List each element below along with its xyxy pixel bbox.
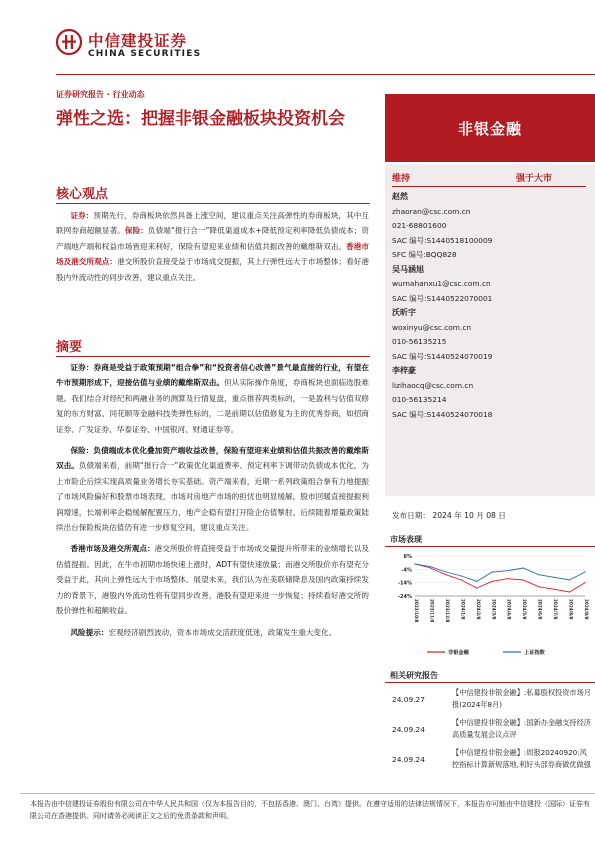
- footer-disclaimer: 本报告由中信建投证券股份有限公司在中华人民共和国（仅为本报告目的，不包括香港、澳门、台湾）提供。在遵守适用的法律法规情况下，本报告亦可能由中信建投（国际）证券有限公司在香港提供。同时请务必阅读正文之后的免责条款和声明。: [30, 800, 590, 820]
- market-perf-divider: [385, 546, 595, 547]
- core-seg-2: 保险：: [124, 226, 148, 236]
- core-seg-1: 预期先行，券商板块依然具备上涨空间，建议重点关注高弹性的券商板块，其中互联网券商超额显著。: [56, 211, 370, 236]
- x-tick-label: 2024/6/8: [537, 599, 543, 620]
- analyst-email[interactable]: wumahanxu1@csc.com.cn: [392, 279, 491, 288]
- data-point: [523, 567, 524, 568]
- related-report-date: 24.09.27: [392, 695, 425, 704]
- analyst-contact: 021-68801600: [392, 221, 447, 230]
- summary-p0-seg-1: 但从实际操作角度，券商板块也面临选股难题。我们结合对经纪和两融业务的测算及行情复盘，重点推荐两类标的，一是盈利与估值双修复的东方财富、同花顺等金融科技类弹性标的，二是前期以估值修复为主的优秀券商，如招商证券、广发证券、华泰证券、中国银河、财通证券等。: [56, 378, 370, 434]
- summary-p3-seg-1: 宏观经济剧烈波动，资本市场成交活跃度低迷，政策发生重大变化。: [108, 627, 337, 637]
- x-tick-label: 2024/8/8: [568, 599, 574, 620]
- rating-value: 强于大市: [516, 174, 553, 184]
- summary-p1-seg-1: 负债端来看，前期“报行合一”政策优化渠道费率、预定利率下调带动负债成本优化，为上市险企后续实现高质量业务增长夯实基础。资产端来看，近期一系列政策组合拳有力地提振了市场风险偏好和股票市场表现，市场对房地产市场的担忧也明显缓解，股市回暖直接提振利润增速，长端利率企稳缓解配置压力，地产企稳有望打开险企估值掣肘。后续随着增量政策陆续出台保险板块估值仍有进一步修复空间，建议重点关注。: [56, 461, 369, 533]
- market-perf-title: 市场表现: [390, 535, 422, 544]
- related-reports-title: 相关研究报告: [390, 671, 438, 680]
- summary-heading: 摘要: [56, 340, 83, 355]
- core-seg-0: 证券：: [70, 211, 94, 220]
- x-tick-label: 2024/3/8: [491, 599, 497, 620]
- data-point: [476, 581, 477, 582]
- analyst-email[interactable]: woxinyu@csc.com.cn: [392, 322, 472, 332]
- analyst-email[interactable]: zhaoran@csc.com.cn: [392, 206, 471, 216]
- data-point: [538, 586, 539, 587]
- sector-banner: 非银金融: [385, 94, 595, 162]
- x-tick-label: 2024/2/8: [475, 599, 481, 620]
- x-tick-label: 2024/1/8: [460, 599, 466, 620]
- summary-body: [56, 360, 369, 646]
- data-point: [430, 566, 431, 567]
- brand-name-cn: 中信建投证券: [88, 32, 188, 50]
- x-tick-label: 2023/11/8: [429, 599, 435, 623]
- y-tick-label: 6%: [403, 554, 412, 560]
- core-seg-4: 香港市场及港交所观点：: [56, 241, 370, 267]
- analyst-contact: SAC 编号:S1440524070019: [392, 351, 493, 361]
- core-view-heading: 核心观点: [56, 187, 109, 202]
- analyst-contact: SFC 编号:BQQ828: [392, 250, 457, 259]
- x-tick-label: 2024/5/8: [522, 599, 528, 620]
- x-tick-label: 2024/7/8: [553, 599, 559, 620]
- related-report-link[interactable]: 【中信建投非银金融】:周报20240920:风控指标计算新规落地,利好头部券商做优做强: [452, 748, 591, 769]
- data-point: [445, 571, 446, 572]
- analyst-contact: SAC 编号:S1440518100009: [392, 235, 493, 245]
- rating-action: 维持: [392, 174, 411, 184]
- footer-divider: [20, 793, 595, 794]
- data-point: [414, 563, 415, 564]
- data-point: [445, 574, 446, 575]
- data-point: [430, 567, 431, 568]
- x-tick-label: 2024/9/8: [584, 599, 589, 620]
- analyst-name: 赵然: [392, 192, 408, 201]
- data-point: [492, 571, 493, 572]
- data-point: [523, 579, 524, 580]
- brand-name-en: CHINA SECURITIES: [88, 49, 202, 59]
- x-tick-label: 2024/4/8: [506, 599, 512, 620]
- data-point: [476, 587, 477, 588]
- data-point: [553, 577, 554, 578]
- x-tick-label: 2023/10/8: [414, 599, 419, 623]
- analyst-email[interactable]: lizihaocq@csc.com.cn: [392, 380, 474, 390]
- analyst-contact: 010-56135215: [392, 337, 447, 346]
- summary-p2-seg-0: 香港市场及港交所观点：: [70, 544, 155, 554]
- data-point: [584, 582, 585, 583]
- core-seg-3: 负债端“报行合一”降低渠道成本+降低预定利率降低负债成本；资产端地产端和权益市场皆迎来利好，保险有望迎来业绩和估值共振改善的戴维斯双击。: [56, 226, 370, 251]
- data-point: [461, 575, 462, 576]
- report-type: 证券研究报告 · 行业动态: [56, 90, 145, 99]
- analyst-contact: SAC 编号:S1440522070001: [392, 293, 493, 303]
- data-point: [507, 570, 508, 571]
- legend-label: 上证指数: [524, 650, 545, 656]
- y-tick-label: -14%: [397, 580, 412, 587]
- related-report-date: 24.09.24: [392, 725, 425, 734]
- summary-p0-seg-0: 证券：券商是受益于政策预期“组合拳”和“投资者信心改善”景气最直接的行业，有望在牛市预期形成下，迎接估值与业绩的戴维斯双击。: [56, 363, 369, 388]
- analyst-name: 沃昕宇: [392, 308, 416, 317]
- related-reports-divider: [385, 682, 595, 683]
- header-divider: [56, 74, 595, 75]
- company-logo-icon: [56, 29, 82, 55]
- data-point: [569, 579, 570, 580]
- analyst-name: 吴马涵旭: [392, 264, 424, 274]
- related-report-date: 24.09.24: [392, 755, 425, 764]
- x-tick-label: 2023/12/8: [444, 599, 450, 623]
- y-tick-label: -24%: [397, 594, 412, 600]
- core-view-text: [56, 208, 369, 285]
- analyst-contact: 010-56135214: [392, 395, 447, 404]
- summary-paragraph: [56, 360, 369, 437]
- related-report-link[interactable]: 【中信建投非银金融】:国新办金融支持经济高质量发展会议点评: [452, 718, 591, 739]
- report-title: 弹性之选：把握非银金融板块投资机会: [56, 109, 345, 129]
- summary-paragraph: [56, 541, 369, 618]
- data-point: [569, 591, 570, 592]
- analyst-name: 李梓豪: [392, 366, 416, 375]
- related-report-link[interactable]: 【中信建投非银金融】:私募股权投资市场月报(2024年8月): [452, 688, 591, 709]
- core-seg-5: 港交所股价直接受益于市场成交提振，其上行弹性远大于市场整体；看好港股内外流动性的同步改善，建议重点关注。: [56, 257, 370, 282]
- summary-paragraph: [56, 625, 369, 640]
- summary-divider: [56, 356, 370, 357]
- data-point: [584, 571, 585, 572]
- core-view-divider: [56, 203, 370, 204]
- data-point: [507, 578, 508, 579]
- data-point: [538, 574, 539, 575]
- summary-p3-seg-0: 风险提示：: [70, 627, 109, 637]
- data-point: [461, 579, 462, 580]
- publish-date: 发布日期： 2024 年 10 月 08 日: [392, 511, 506, 520]
- data-point: [553, 589, 554, 590]
- legend-label: 非银金融: [448, 650, 469, 656]
- data-point: [492, 581, 493, 582]
- summary-p2-seg-1: 港交所股价将直接受益于市场成交量提升所带来的业绩增长以及估值提振。因此，在牛市初期市场快速上涨时，ADT有望快速放量；而港交所股价亦有望充分受益于此，其向上弹性远大于市场整体。展望未来，我们认为在美联储降息及国内政策持续发力的背景下，港股内外流动性将有望同步改善，港股有望迎来进一步恢复；持续看好港交所的股价弹性和超额收益。: [56, 544, 370, 616]
- summary-p1-seg-0: 保险：负债端成本优化叠加资产端收益改善，保险有望迎来业绩和估值共振改善的戴维斯双击。: [56, 446, 369, 471]
- summary-paragraph: [56, 443, 369, 535]
- analyst-contact: SAC 编号:S1440524070018: [392, 409, 493, 419]
- rating-header: [392, 170, 586, 187]
- y-tick-label: -4%: [401, 567, 412, 574]
- market-perf-chart: [385, 548, 595, 664]
